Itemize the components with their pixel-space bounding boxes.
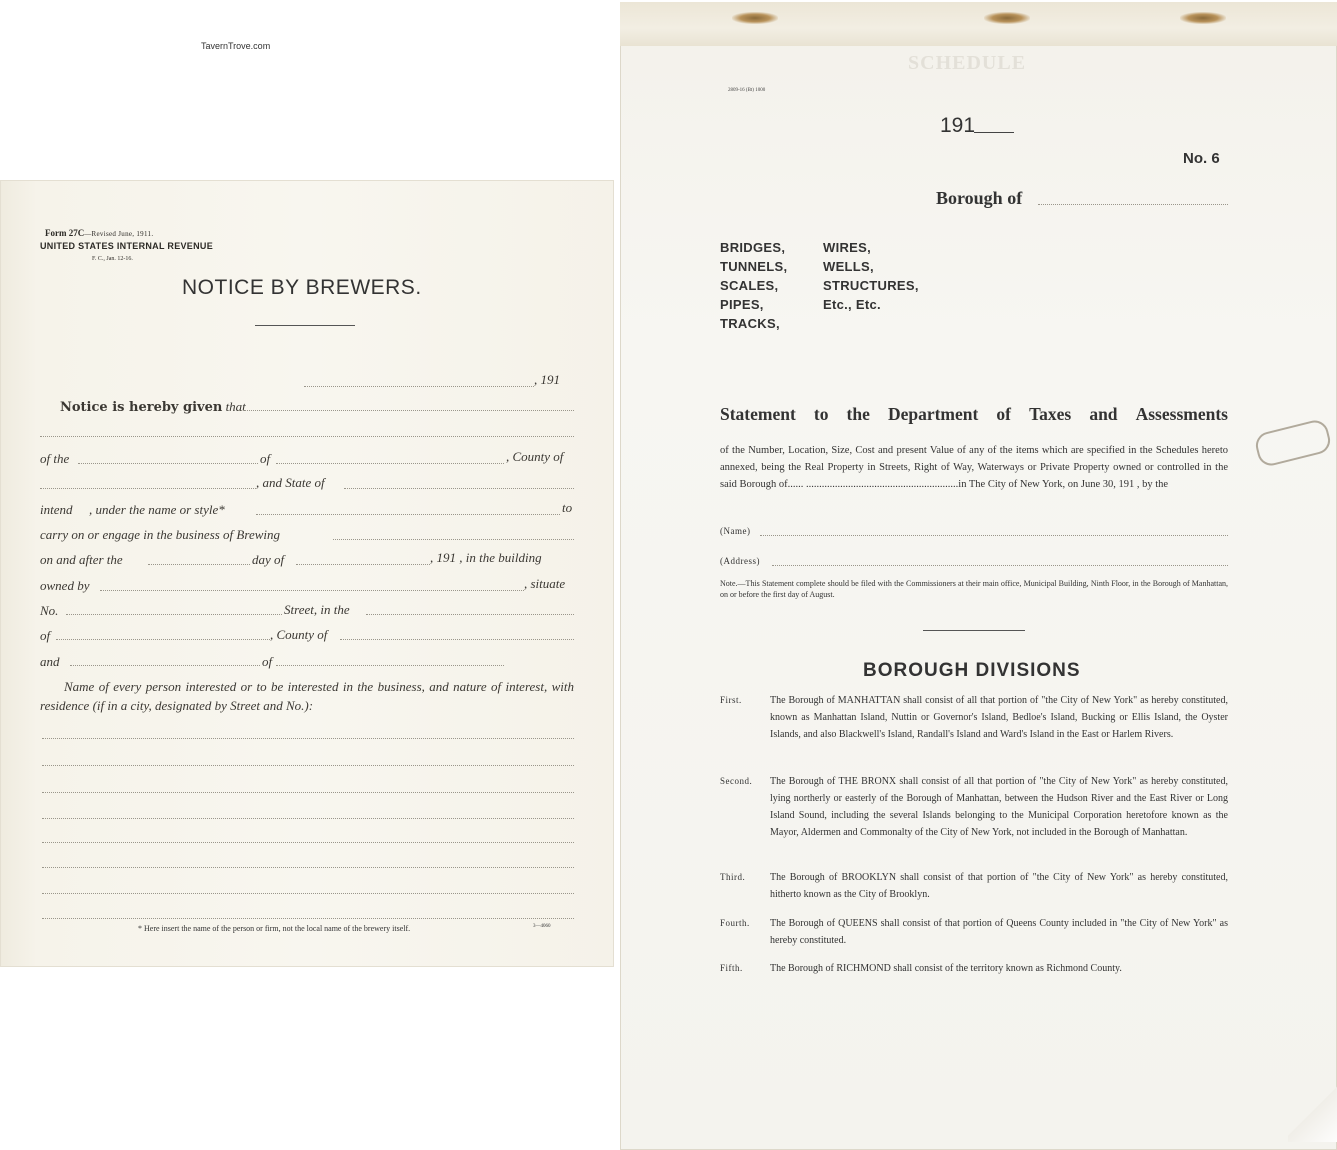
page-curl bbox=[1288, 1072, 1337, 1142]
watermark-text: TavernTrove.com bbox=[201, 41, 271, 51]
line bbox=[56, 639, 270, 640]
year-label: , 191 bbox=[534, 372, 560, 387]
name-line bbox=[760, 535, 1228, 536]
division-fourth: Fourth. The Borough of QUEENS shall consist of that portion of Queens County included in "the City of New York" as hereby constituted. bbox=[720, 918, 1228, 946]
label-county-of: , County of bbox=[270, 627, 328, 642]
line bbox=[100, 590, 524, 591]
divider bbox=[255, 325, 355, 326]
division-first: First. The Borough of MANHATTAN shall consist of all that portion of "the City of New York" as hereby constituted, known as Manhattan Island, Nuttin or Governor's Island, Bedloe's Island, Bucking or Ellis Island, the Oyster Islands, and also Blackwell's Island, Randall's Island and Ward's Island in the East or Harlem Rivers. bbox=[720, 695, 1228, 740]
notice-intro: Notice is hereby given that bbox=[60, 399, 246, 415]
label-on-and-after: on and after the bbox=[40, 552, 123, 567]
address-label: (Address) bbox=[720, 556, 760, 566]
label-county-of: , County of bbox=[506, 449, 564, 464]
divider bbox=[923, 630, 1025, 631]
name-label: (Name) bbox=[720, 526, 751, 536]
label-no: No. bbox=[40, 603, 59, 618]
agency-name: UNITED STATES INTERNAL REVENUE bbox=[40, 241, 214, 251]
item: Etc., Etc. bbox=[823, 297, 881, 312]
statement-heading: Statement to the Department of Taxes and Assessments bbox=[720, 404, 1228, 424]
show-through-heading: SCHEDULE bbox=[908, 52, 1027, 74]
label-owned-by: owned by bbox=[40, 578, 90, 593]
label-under-name: , under the name or style* bbox=[89, 502, 225, 517]
year-line bbox=[974, 132, 1014, 133]
label-and: and bbox=[40, 654, 60, 669]
fc-code: F. C., Jan. 12-16. bbox=[92, 256, 133, 262]
label-of: of bbox=[260, 451, 271, 466]
notice-by-brewers-form bbox=[0, 180, 614, 967]
line bbox=[296, 564, 430, 565]
label-carry-on: carry on or engage in the business of Brewing bbox=[40, 527, 280, 542]
division-fifth: Fifth. The Borough of RICHMOND shall consist of the territory known as Richmond County. bbox=[720, 963, 1122, 974]
filing-note: Note.—This Statement complete should be filed with the Commissioners at their main office, Municipal Building, Ninth Floor, in the Borough of Manhattan, on or before the first day of August. bbox=[720, 579, 1228, 599]
blank-line bbox=[42, 738, 574, 739]
item: STRUCTURES, bbox=[823, 278, 919, 293]
label-of: of bbox=[262, 654, 273, 669]
form-number: Form 27C—Revised June, 1911. bbox=[45, 228, 154, 238]
label-of-the: of the bbox=[40, 451, 70, 466]
line bbox=[40, 488, 256, 489]
year-label: 191 bbox=[940, 114, 976, 137]
label-situate: , situate bbox=[524, 576, 566, 591]
division-third: Third. The Borough of BROOKLYN shall consist of that portion of "the City of New York" as hereby constituted, hitherto known as the City of Brooklyn. bbox=[720, 872, 1228, 900]
paperclip-mark bbox=[1253, 418, 1333, 469]
label-in-building: , 191 , in the building bbox=[430, 550, 542, 565]
item: BRIDGES, bbox=[720, 240, 786, 255]
binding-strip bbox=[620, 2, 1337, 46]
label-and-state-of: , and State of bbox=[256, 475, 325, 490]
line bbox=[366, 614, 574, 615]
borough-label: Borough of bbox=[936, 188, 1023, 208]
line bbox=[78, 463, 258, 464]
item: SCALES, bbox=[720, 278, 779, 293]
label-of: of bbox=[40, 628, 51, 643]
item: TRACKS, bbox=[720, 316, 780, 331]
label-to: to bbox=[562, 500, 573, 515]
divisions-title: BOROUGH DIVISIONS bbox=[863, 660, 1081, 681]
line bbox=[344, 488, 574, 489]
item: WELLS, bbox=[823, 259, 874, 274]
borough-line bbox=[1038, 204, 1228, 205]
address-line bbox=[772, 565, 1228, 566]
blank-line bbox=[42, 792, 574, 793]
notice-line bbox=[238, 410, 574, 411]
form-title: NOTICE BY BREWERS. bbox=[182, 276, 422, 299]
line bbox=[340, 639, 574, 640]
date-line bbox=[304, 386, 534, 387]
tax-statement-form bbox=[620, 2, 1337, 1150]
line bbox=[66, 614, 282, 615]
label-intend: intend bbox=[40, 502, 73, 517]
blank-line bbox=[42, 765, 574, 766]
blank-line bbox=[42, 918, 574, 919]
blank-line bbox=[42, 893, 574, 894]
persons-instruction: Name of every person interested or to be interested in the business, and nature of interest, with residence (if in a city, designated by Street and No.): bbox=[40, 679, 574, 713]
staple-mark bbox=[1180, 12, 1226, 24]
blank-line bbox=[42, 867, 574, 868]
label-street-in-the: Street, in the bbox=[284, 602, 350, 617]
print-code: 3—4060 bbox=[533, 924, 551, 929]
print-code: 2809-16 (Bt) 1000 bbox=[728, 88, 766, 93]
staple-mark bbox=[984, 12, 1030, 24]
line bbox=[276, 463, 504, 464]
staple-mark bbox=[732, 12, 778, 24]
item: PIPES, bbox=[720, 297, 764, 312]
items-list-col1 bbox=[720, 238, 787, 333]
line bbox=[256, 514, 560, 515]
items-list-col2 bbox=[823, 238, 919, 314]
statement-body: of the Number, Location, Size, Cost and present Value of any of the items which are specified in the Schedules hereto annexed, being the Real Property in Streets, Right of Way, Waterways or Private Property owned or controlled in the said Borough of...... ..........................................................in The City of New York, on June 30, 191 , by the bbox=[720, 445, 1228, 490]
line bbox=[333, 539, 574, 540]
line bbox=[276, 665, 504, 666]
line bbox=[70, 665, 260, 666]
footnote: * Here insert the name of the person or firm, not the local name of the brewery itself. bbox=[138, 924, 411, 933]
blank-line bbox=[40, 436, 574, 437]
label-day-of: day of bbox=[252, 552, 285, 567]
item: TUNNELS, bbox=[720, 259, 788, 274]
item: WIRES, bbox=[823, 240, 872, 255]
division-second: Second. The Borough of THE BRONX shall consist of all that portion of "the City of New York" as hereby constituted, lying northerly or easterly of the Borough of Manhattan, between the Hudson River and the East River or Long Island Sound, including the several Islands belonging to the Municipal Corporation heretofore known as the Mayor, Aldermen and Commonalty of the City of New York, not included in the Borough of Manhattan. bbox=[720, 776, 1228, 838]
blank-line bbox=[42, 818, 574, 819]
blank-line bbox=[42, 842, 574, 843]
form-number: No. 6 bbox=[1183, 150, 1220, 167]
line bbox=[148, 564, 250, 565]
